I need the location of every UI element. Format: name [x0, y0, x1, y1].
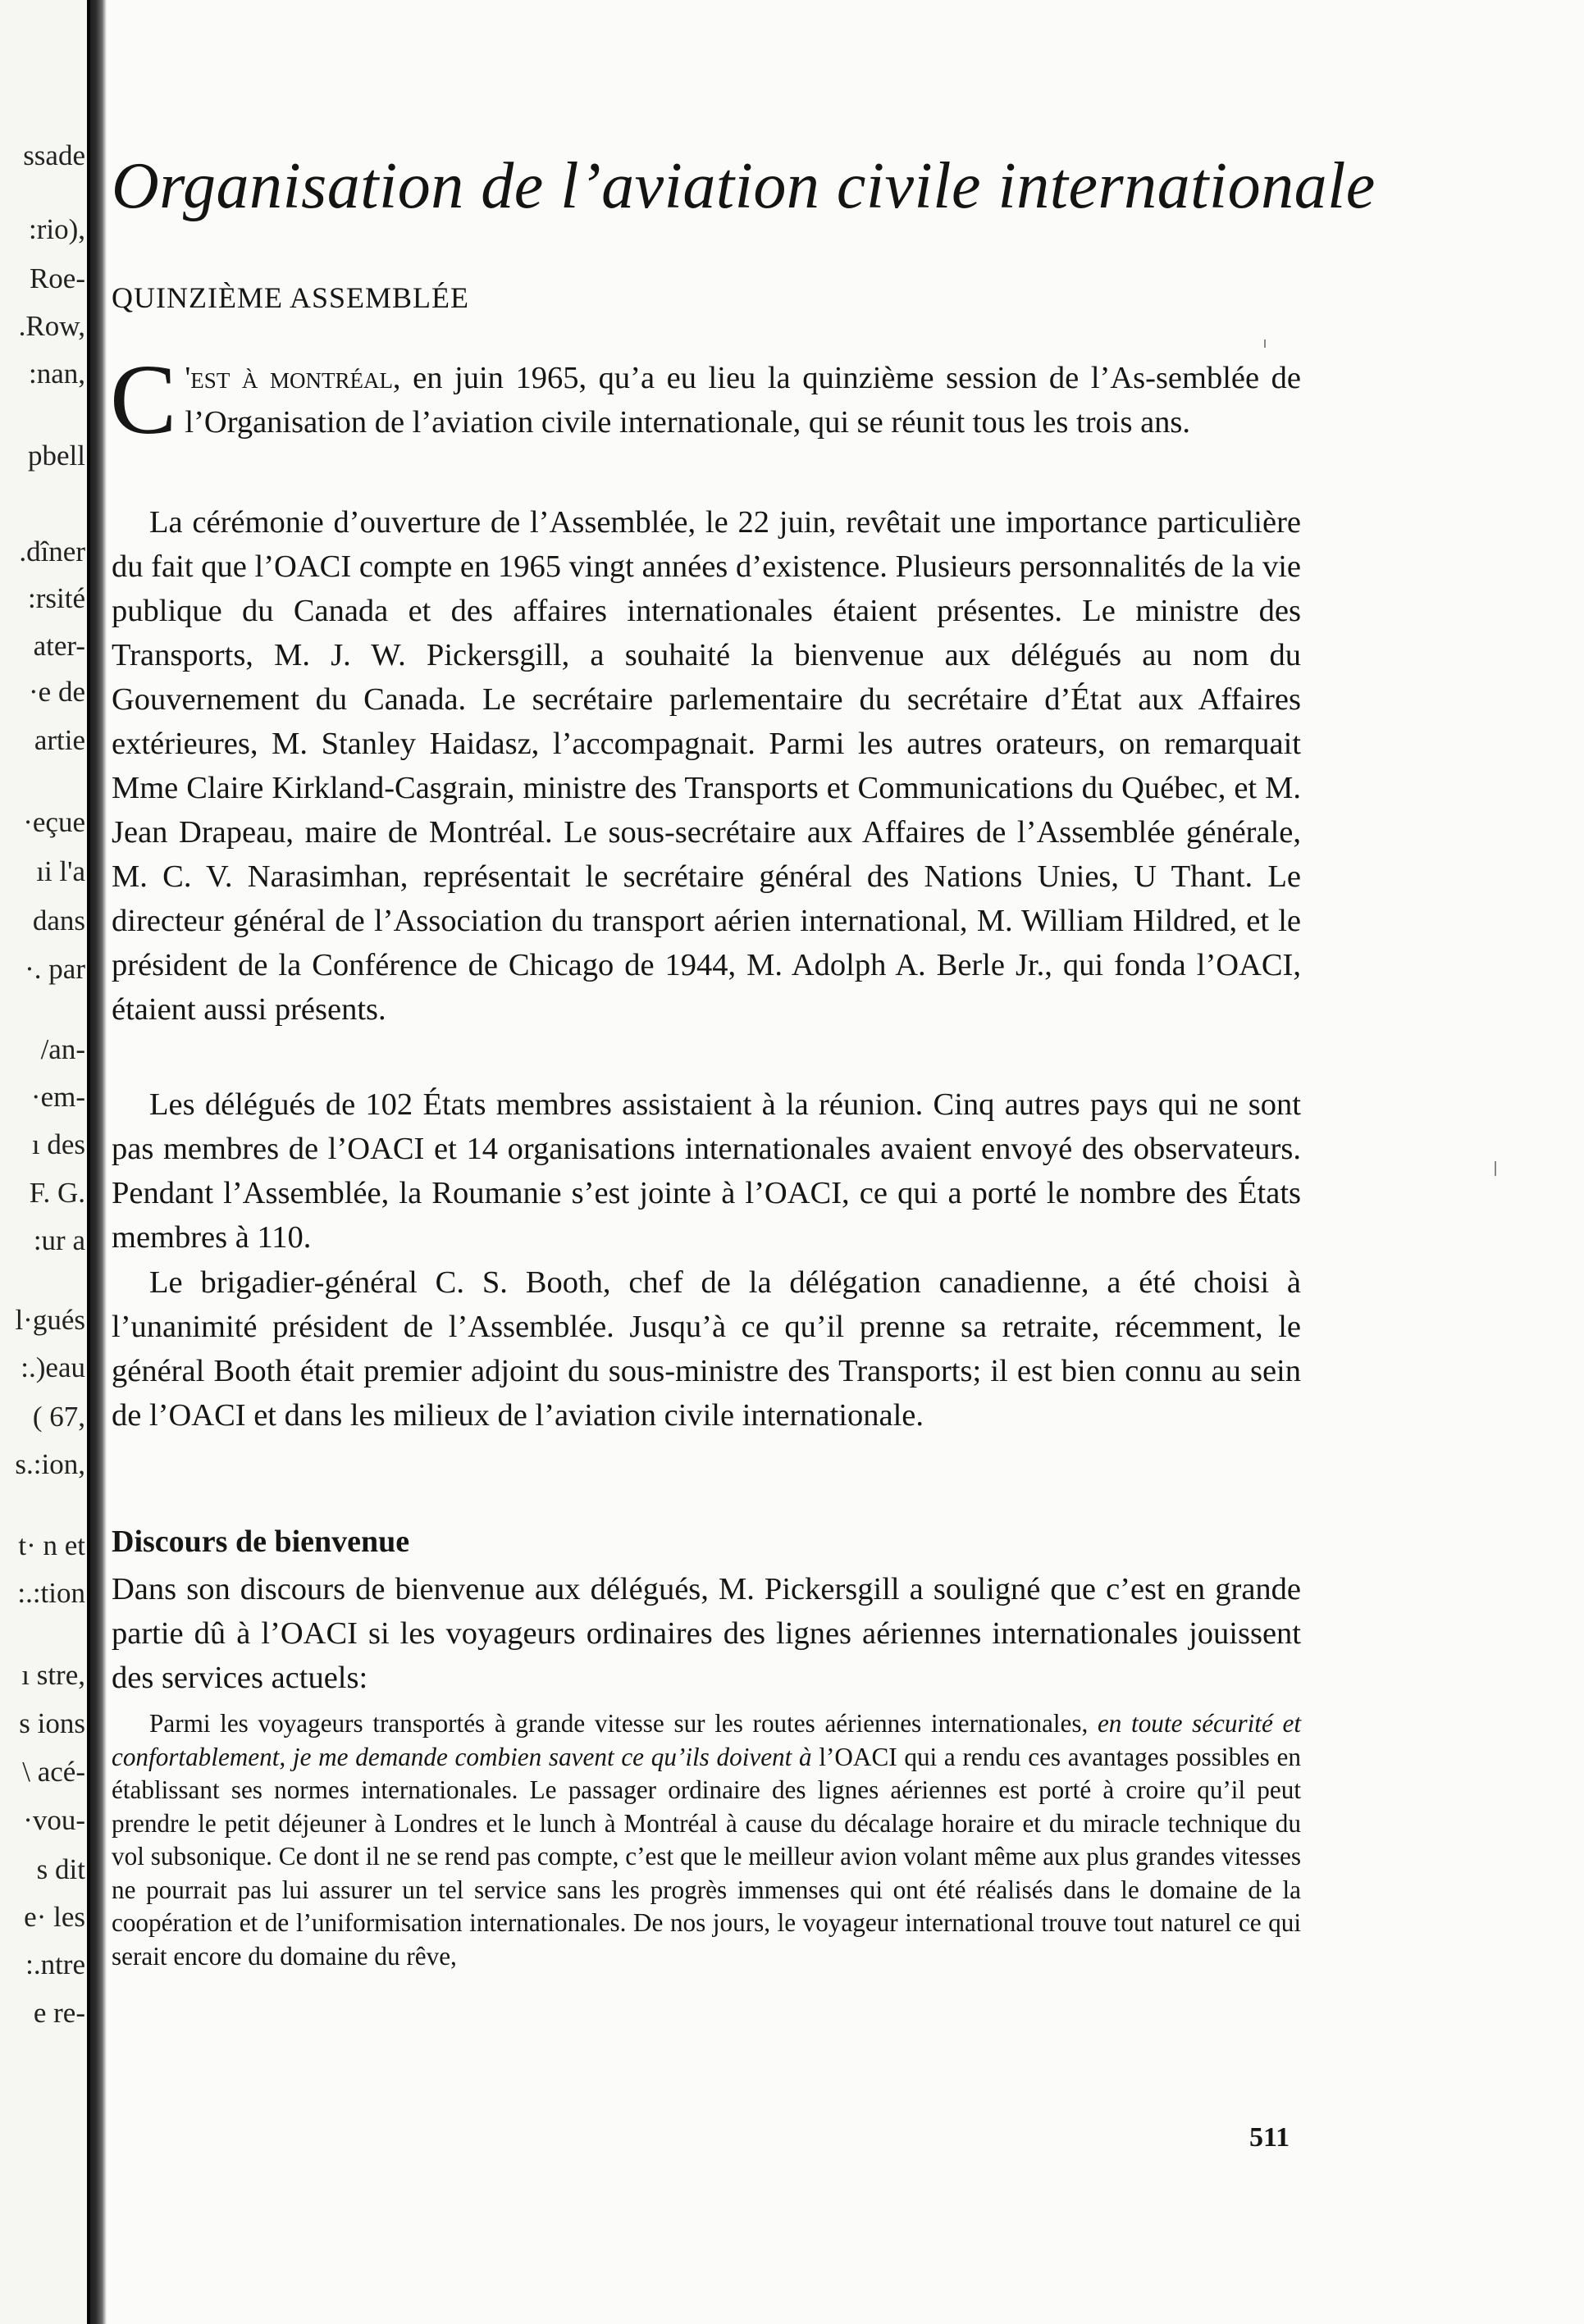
adjacent-page-fragment: /an-: [40, 1033, 85, 1065]
section-heading: QUINZIÈME ASSEMBLÉE: [112, 281, 469, 314]
adjacent-page-fragment: :.:tion: [17, 1577, 85, 1609]
quote-italic: en toute sécurité et confortablement, je me demande combien savent ce qu’ils doivent à: [112, 1709, 1301, 1771]
adjacent-page-fragment: :nan,: [28, 358, 85, 390]
paragraph-president: Le brigadier-général C. S. Booth, chef de la délégation canadienne, a été choisi à l’unanimité président de l’Assemblée. Jusqu’à ce qu’il prenne sa retraite, récemment, le général Booth était premier adjoint du sous-ministre des Transports; il est bien connu au sein de l’OACI et dans les milieux de l’aviation civile internationale.: [112, 1265, 1301, 1433]
adjacent-page-margin: [0, 0, 92, 2324]
scan-speck: [1495, 1161, 1496, 1176]
adjacent-page-fragment: pbell: [28, 440, 85, 472]
adjacent-page-fragment: ( 67,: [32, 1401, 85, 1433]
adjacent-page-fragment: :.ntre: [25, 1948, 85, 1980]
adjacent-page-fragment: :ur a: [33, 1224, 85, 1256]
adjacent-page-text-fragments: [0, 0, 92, 2324]
adjacent-page-fragment: ssade: [23, 139, 85, 171]
adjacent-page-fragment: ı des: [31, 1128, 85, 1160]
adjacent-page-fragment: ı stre,: [21, 1659, 85, 1691]
adjacent-page-fragment: e· les: [24, 1901, 85, 1933]
adjacent-page-fragment: ·e de: [29, 676, 85, 708]
adjacent-page-fragment: ıi l'a: [36, 855, 85, 887]
subsection-heading: Discours de bienvenue: [112, 1524, 410, 1559]
book-gutter-edge: [87, 0, 90, 2324]
adjacent-page-fragment: ·eçue: [23, 806, 85, 838]
scan-speck: [1264, 339, 1266, 348]
adjacent-page-fragment: s.:ion,: [15, 1448, 85, 1480]
adjacent-page-fragment: ater-: [33, 630, 85, 662]
adjacent-page-fragment: :.)eau: [21, 1351, 85, 1383]
drop-cap: C: [110, 344, 177, 455]
adjacent-page-fragment: :rsité: [28, 582, 85, 614]
adjacent-page-fragment: t· n et: [18, 1529, 85, 1561]
adjacent-page-fragment: \ acé-: [22, 1756, 85, 1788]
adjacent-page-fragment: :rio),: [28, 213, 85, 245]
adjacent-page-fragment: e re-: [33, 1997, 85, 2029]
paragraph-delegates: Les délégués de 102 États membres assistaient à la réunion. Cinq autres pays qui ne sont pas membres de l’OACI et 14 organisations internationales avaient envoyé des observateurs. Pendant l’Assemblée, la Roumanie s’est jointe à l’OACI, ce qui a porté le nombre des États membres à 110.: [112, 1087, 1301, 1255]
adjacent-page-fragment: ·em-: [30, 1081, 85, 1113]
block-quote: [112, 1707, 1301, 1973]
page-number: 511: [1249, 2122, 1290, 2153]
adjacent-page-fragment: .Row,: [18, 310, 85, 342]
adjacent-page-fragment: .dîner: [19, 535, 85, 567]
paragraph-ceremony: La cérémonie d’ouverture de l’Assemblée, le 22 juin, revêtait une importance particulière du fait que l’OACI compte en 1965 vingt années d’existence. Plusieurs personnalités de la vie publique du Canada et des affaires internationales étaient présentes. Le ministre des Transports, M. J. W. Pickersgill, a souhaité la bienvenue aux délégués au nom du Gouvernement du Canada. Le secrétaire parlementaire du secrétaire d’État aux Affaires extérieures, M. Stanley Haidasz, l’accompagnait. Parmi les autres orateurs, on remarquait Mme Claire Kirkland-Casgrain, ministre des Transports et Communications du Québec, et M. Jean Drapeau, maire de Montréal. Le sous-secrétaire aux Affaires de l’Assemblée générale, M. C. V. Narasimhan, représentait le secrétaire général des Nations Unies, U Thant. Le directeur général de l’Association du transport aérien international, M. William Hildred, et le président de la Conférence de Chicago de 1944, M. Adolph A. Berle Jr., qui fonda l’OACI, étaient aussi présents.: [112, 505, 1301, 1027]
adjacent-page-fragment: ·vou-: [23, 1804, 85, 1836]
paragraph-intro: [110, 344, 1301, 455]
adjacent-page-fragment: artie: [34, 724, 85, 756]
paragraph-welcome-speech: Dans son discours de bienvenue aux délégués, M. Pickersgill a souligné que c’est en grande partie dû à l’OACI si les voyageurs ordinaires des lignes aériennes internationales jouissent des services actuels:: [112, 1572, 1301, 1695]
quote-text-2: l’OACI qui a rendu ces avantages possibles en établissant ses normes internationales. Le passager ordinaire des lignes aériennes est porté à croire qu’il peut prendre le petit déjeuner à Londres et le lunch à Montréal à cause du décalage horaire et du miracle technique du vol subsonique. Ce dont il ne se rend pas compte, c’est que le meilleur avion volant même aux plus grandes vitesses ne pourrait pas lui assurer un tel service sans les progrès immenses qui ont été réalisés dans le domaine de la coopération et de l’uniformisation internationales. De nos jours, le voyageur international trouve tout naturel ce qui serait encore du domaine du rêve,: [112, 1742, 1301, 1971]
page-title: Organisation de l’aviation civile internationale: [112, 149, 1376, 222]
adjacent-page-fragment: F. G.: [29, 1177, 85, 1209]
adjacent-page-fragment: l·gués: [15, 1304, 85, 1336]
intro-small-caps: 'est à montréal,: [185, 361, 401, 395]
adjacent-page-fragment: ·. par: [25, 953, 85, 985]
adjacent-page-fragment: s ions: [19, 1707, 85, 1739]
book-gutter-shadow: [89, 0, 107, 2324]
quote-text-1: Parmi les voyageurs transportés à grande vitesse sur les routes aériennes internationales,: [149, 1709, 1098, 1738]
adjacent-page-fragment: s dit: [36, 1853, 85, 1885]
intro-text: en juin 1965, qu’a eu lieu la quinzième session de l’As-semblée de l’Organisation de l’aviation civile internationale, qui se réunit tous les trois ans.: [185, 361, 1301, 440]
adjacent-page-fragment: Roe-: [29, 262, 85, 294]
adjacent-page-fragment: dans: [32, 905, 85, 936]
